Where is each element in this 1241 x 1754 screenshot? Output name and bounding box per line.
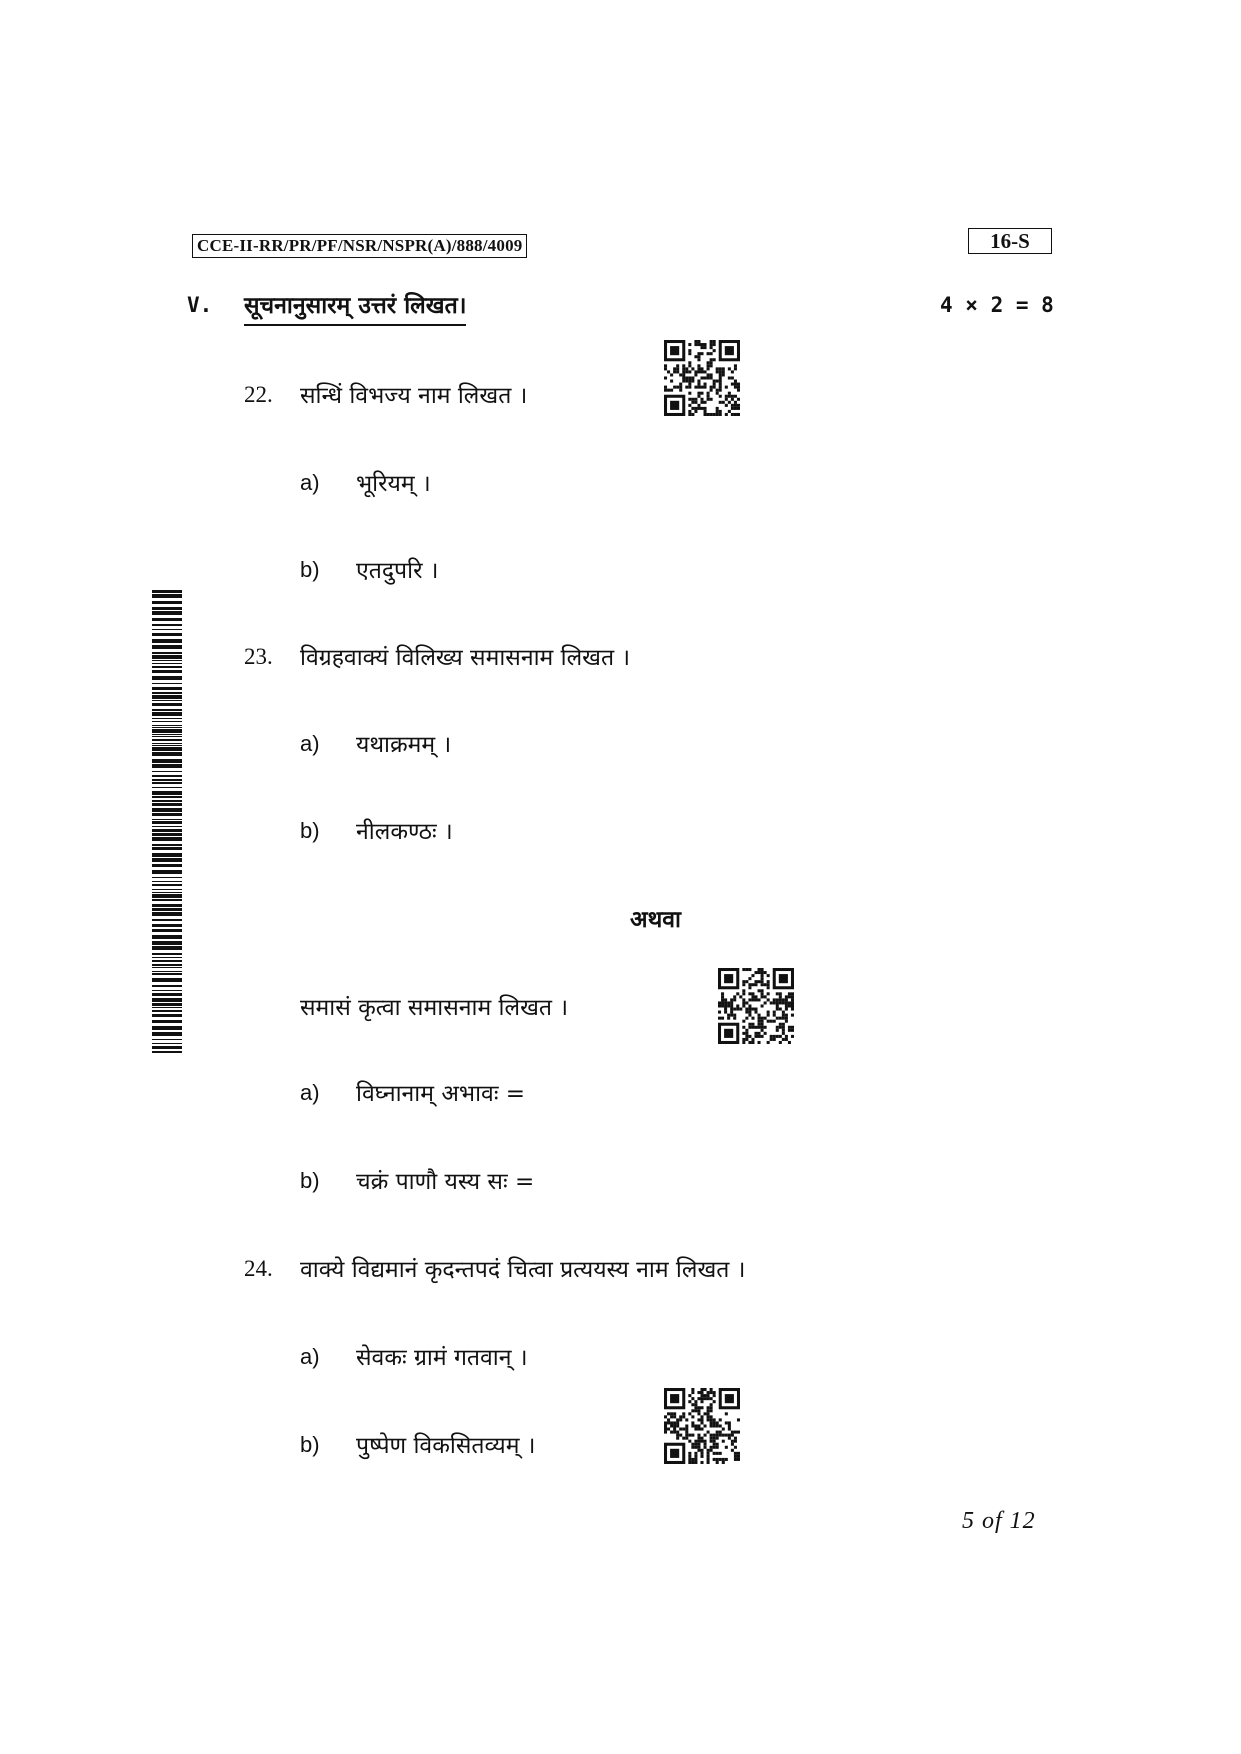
question-22-text: सन्धिं विभज्य नाम लिखत । — [300, 383, 528, 409]
section-marks: 4 × 2 = 8 — [940, 293, 1054, 317]
qr-code-icon — [664, 340, 740, 416]
section-number: V. — [187, 293, 213, 317]
question-23-alt-option-b-label: b) — [300, 1168, 320, 1193]
question-22-option-a-label: a) — [300, 470, 320, 495]
paper-id-badge: 16-S — [968, 228, 1052, 254]
paper-code: CCE-II-RR/PR/PF/NSR/NSPR(A)/888/4009 — [192, 234, 527, 258]
question-24-option-b-label: b) — [300, 1432, 320, 1457]
question-23-option-b-label: b) — [300, 818, 320, 843]
question-23-number: 23. — [244, 644, 273, 669]
question-22-option-b-label: b) — [300, 557, 320, 582]
qr-code-icon — [718, 968, 794, 1044]
question-23-text: विग्रहवाक्यं विलिख्य समासनाम लिखत । — [300, 645, 631, 671]
question-23-alt-option-b-text: चक्रं पाणौ यस्य सः = — [356, 1169, 535, 1195]
question-24-text: वाक्ये विद्यमानं कृदन्तपदं चित्वा प्रत्ययस्य नाम लिखत । — [300, 1257, 746, 1283]
question-24-option-a-text: सेवकः ग्रामं गतवान् । — [356, 1345, 528, 1371]
question-23-alt-option-a-label: a) — [300, 1080, 320, 1105]
question-22-number: 22. — [244, 382, 273, 407]
question-24-option-b-text: पुष्पेण विकसितव्यम् । — [356, 1433, 536, 1459]
question-23-alt-option-a-text: विघ्नानाम् अभावः = — [356, 1081, 526, 1107]
question-23-option-a-label: a) — [300, 731, 320, 756]
question-23-option-a-text: यथाक्रमम् । — [356, 732, 452, 758]
question-23-alt-text: समासं कृत्वा समासनाम लिखत । — [300, 995, 569, 1021]
question-22-option-b-text: एतदुपरि । — [356, 558, 439, 584]
question-24-option-a-label: a) — [300, 1344, 320, 1369]
question-22-option-a-text: भूरियम् । — [356, 471, 431, 497]
qr-code-icon — [664, 1388, 740, 1464]
page-number: 5 of 12 — [962, 1508, 1036, 1534]
question-23-option-b-text: नीलकण्ठः । — [356, 819, 453, 845]
barcode-icon — [152, 590, 182, 1058]
or-separator: अथवा — [630, 906, 682, 933]
question-24-number: 24. — [244, 1256, 273, 1281]
section-title: सूचनानुसारम् उत्तरं लिखत। — [244, 288, 466, 326]
